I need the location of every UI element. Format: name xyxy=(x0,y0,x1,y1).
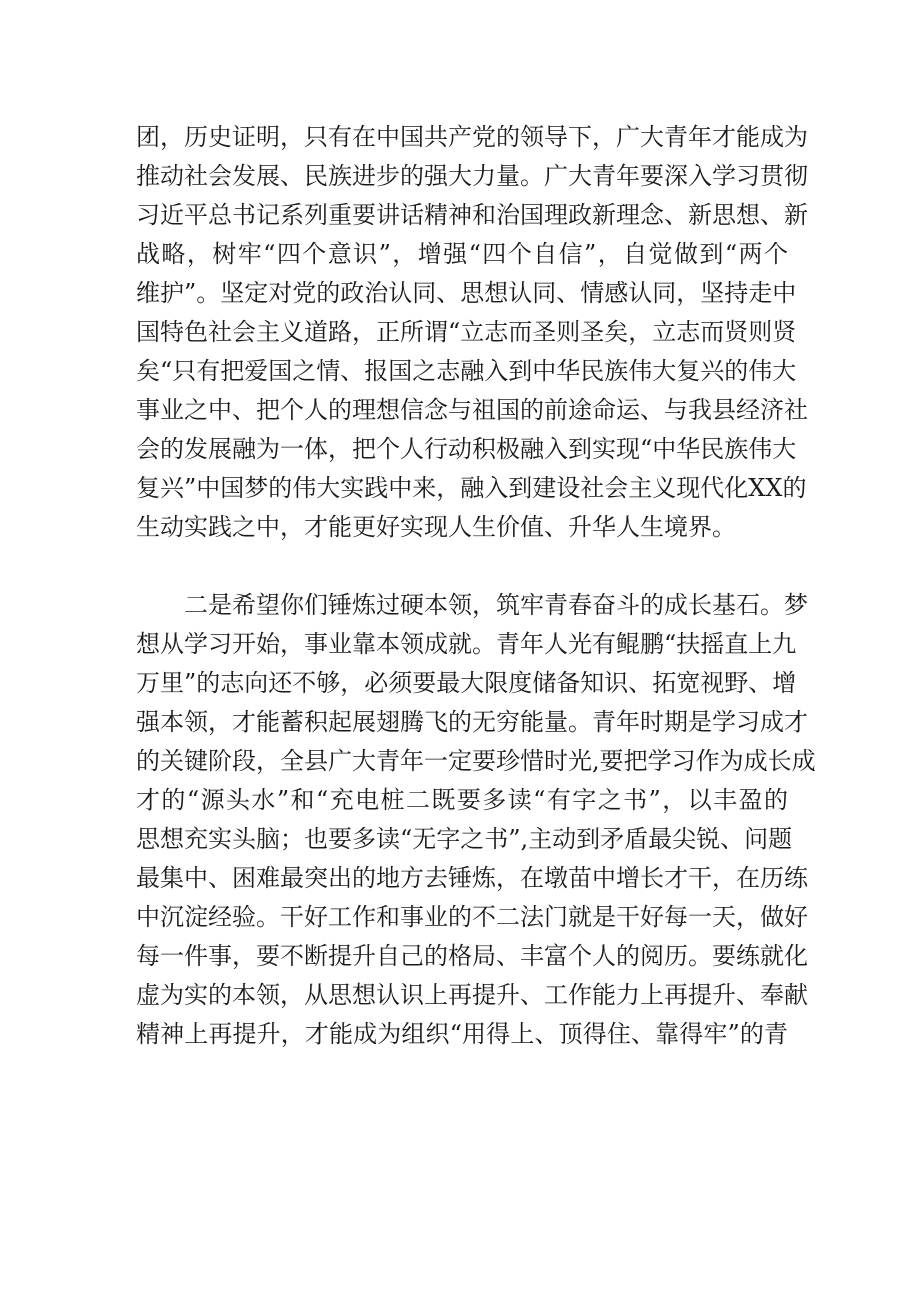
text-line: 维护”。坚定对党的政治认同、思想认同、情感认同，坚持走中 xyxy=(136,279,797,307)
text-line: 每一件事，要不断提升自己的格局、丰富个人的阅历。要练就化 xyxy=(136,942,808,970)
text-line: 想从学习开始，事业靠本领成就。青年人光有鲲鹏“扶摇直上九 xyxy=(136,630,797,658)
text-line: 思想充实头脑；也要多读“无字之书”,主动到矛盾最尖锐、问题 xyxy=(136,825,793,853)
text-line: 虚为实的本领，从思想认识上再提升、工作能力上再提升、奉献 xyxy=(136,981,808,1009)
text-line: 战略，树牢“四个意识”，增强“四个自信”，自觉做到“两个 xyxy=(136,240,788,268)
text-line: 国特色社会主义道路，正所谓“立志而圣则圣矣，立志而贤则贤 xyxy=(136,318,797,346)
text-line: 万里”的志向还不够，必须要最大限度储备知识、拓宽视野、增 xyxy=(136,669,797,697)
text-line: 矣“只有把爱国之情、报国之志融入到中华民族伟大复兴的伟大 xyxy=(136,357,797,385)
text-line: 才的“源头水”和“充电桩二既要多读“有字之书”，以丰盈的 xyxy=(136,786,788,814)
text-line: 二是希望你们锤炼过硬本领，筑牢青春奋斗的成长基石。梦 xyxy=(184,591,808,619)
text-line: 习近平总书记系列重要讲话精神和治国理政新理念、新思想、新 xyxy=(136,201,808,229)
text-line: 中沉淀经验。干好工作和事业的不二法门就是干好每一天，做好 xyxy=(136,903,808,931)
text-line: 强本领，才能蓄积起展翅腾飞的无穷能量。青年时期是学习成才 xyxy=(136,708,808,736)
text-line: 事业之中、把个人的理想信念与祖国的前途命运、与我县经济社 xyxy=(136,396,808,424)
text-line: 最集中、困难最突出的地方去锤炼，在墩苗中增长才干，在历练 xyxy=(136,864,808,892)
text-line: 的关键阶段，全县广大青年一定要珍惜时光,要把学习作为成长成 xyxy=(136,747,816,775)
text-line: 生动实践之中，才能更好实现人生价值、升华人生境界。 xyxy=(136,513,736,541)
text-line: 精神上再提升，才能成为组织“用得上、顶得住、靠得牢”的青 xyxy=(136,1020,788,1048)
text-line: 复兴”中国梦的伟大实践中来，融入到建设社会主义现代化XX的 xyxy=(136,474,807,502)
text-line: 推动社会发展、民族进步的强大力量。广大青年要深入学习贯彻 xyxy=(136,162,808,190)
text-line: 会的发展融为一体，把个人行动积极融入到实现“中华民族伟大 xyxy=(136,435,797,463)
text-line: 团，历史证明，只有在中国共产党的领导下，广大青年才能成为 xyxy=(136,123,808,151)
